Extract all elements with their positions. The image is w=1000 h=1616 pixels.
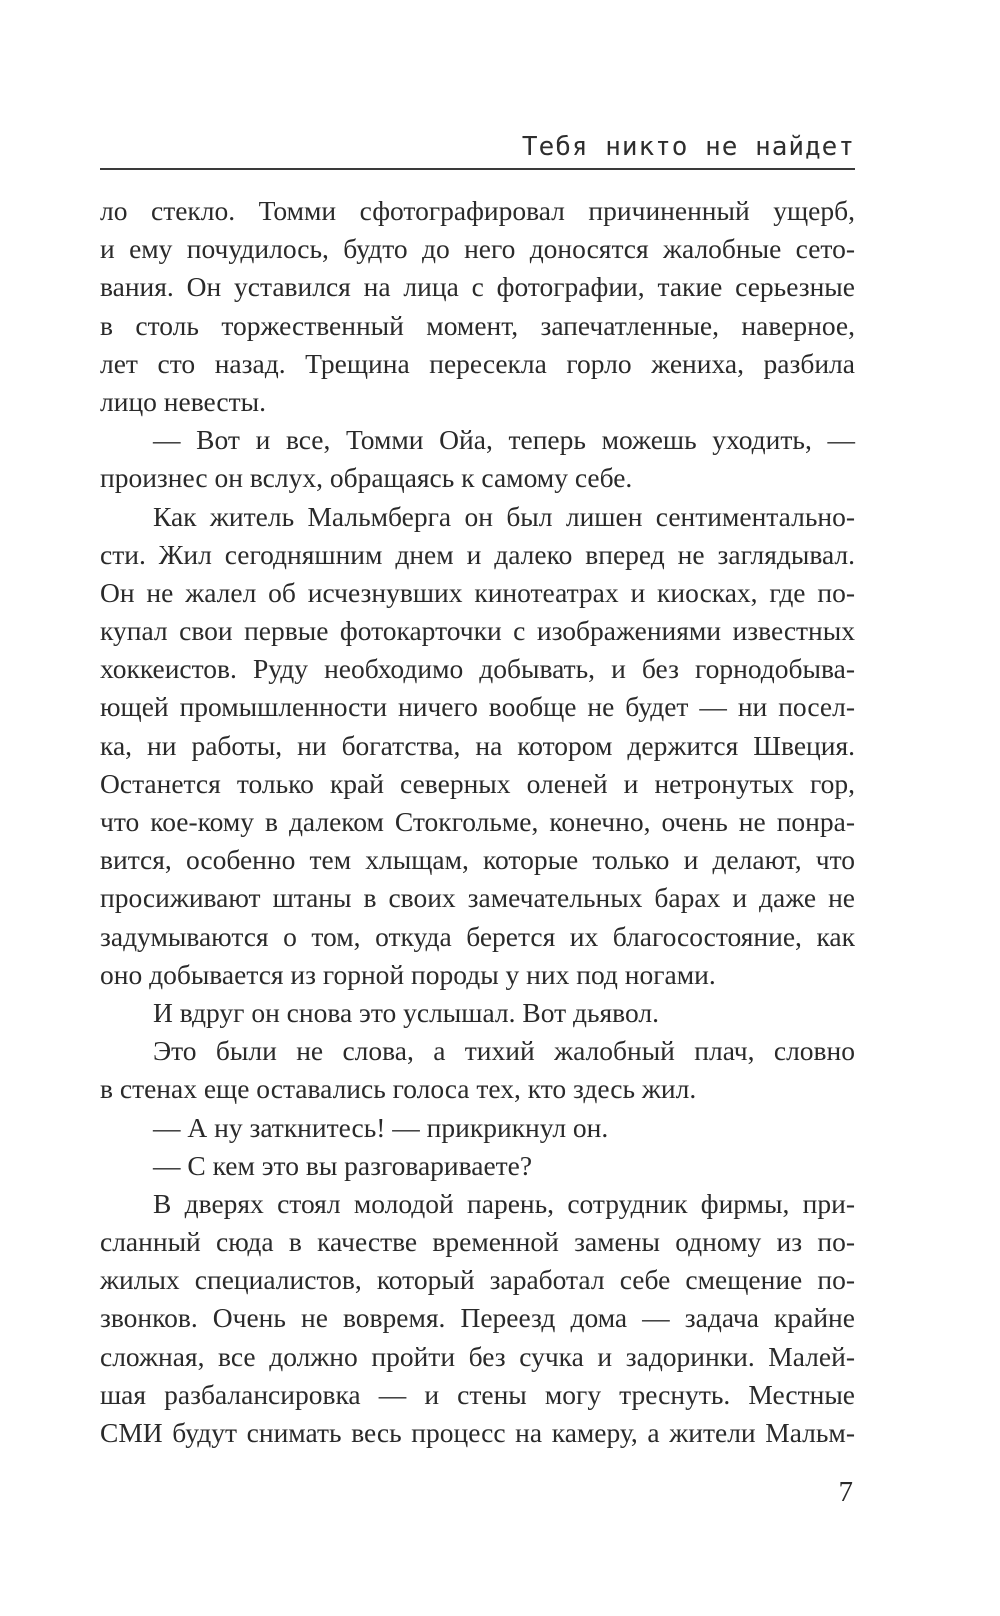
text-line: звонков. Очень не вовремя. Переезд дома — задача крайне [100, 1302, 855, 1334]
text-line: И вдруг он снова это услышал. Вот дьявол. [153, 996, 659, 1028]
text-line: лицо невесты. [100, 385, 266, 417]
text-line: Он не жалел об исчезнувших кинотеатрах и киосках, где по- [100, 576, 855, 608]
text-line: задумываются о том, откуда берется их благосостояние, как [100, 920, 855, 952]
text-line: вания. Он уставился на лица с фотографии, такие серьезные [100, 271, 855, 303]
text-line: Как житель Мальмберга он был лишен сентиментально- [153, 500, 855, 532]
text-line: и ему почудилось, будто до него доносятся жалобные сето- [100, 233, 855, 265]
text-line: жилых специалистов, который заработал себе смещение по- [100, 1264, 855, 1296]
running-title: Тебя никто не найдет [521, 132, 855, 162]
text-line: шая разбалансировка — и стены могу треснуть. Местные [100, 1378, 855, 1410]
text-line: — Вот и все, Томми Ойа, теперь можешь уходить, — [153, 424, 855, 456]
text-line: в стенах еще оставались голоса тех, кто здесь жил. [100, 1073, 697, 1105]
text-line: произнес он вслух, обращаясь к самому себе. [100, 462, 633, 494]
text-line: что кое-кому в далеком Стокгольме, конечно, очень не понра- [100, 806, 855, 837]
running-header [100, 128, 855, 170]
text-line: — С кем это вы разговариваете? [153, 1149, 533, 1181]
text-line: сланный сюда в качестве временной замены одному из по- [100, 1226, 855, 1258]
text-line: ло стекло. Томми сфотографировал причиненный ущерб, [100, 195, 855, 226]
text-line: просиживают штаны в своих замечательных барах и даже не [100, 882, 855, 914]
page-text [100, 192, 855, 1452]
page-number: 7 [838, 1476, 853, 1508]
text-line: в столь торжественный момент, запечатленные, наверное, [100, 309, 855, 341]
text-line: лет сто назад. Трещина пересекла горло жениха, разбила [100, 347, 855, 379]
text-line: Это были не слова, а тихий жалобный плач, словно [153, 1035, 855, 1067]
text-line: В дверях стоял молодой парень, сотрудник фирмы, при- [153, 1187, 855, 1219]
text-line: сти. Жил сегодняшним днем и далеко вперед не заглядывал. [100, 538, 855, 570]
text-line: сложная, все должно пройти без сучка и задоринки. Малей- [100, 1340, 855, 1372]
text-line: ка, ни работы, ни богатства, на котором держится Швеция. [100, 729, 855, 761]
text-line: вится, особенно тем хлыщам, которые только и делают, что [100, 844, 855, 876]
text-line: ющей промышленности ничего вообще не будет — ни посел- [100, 691, 855, 723]
text-line: оно добывается из горной породы у них под ногами. [100, 958, 716, 990]
text-line: хоккеистов. Руду необходимо добывать, и без горнодобыва- [100, 653, 855, 685]
text-line: — А ну заткнитесь! — прикрикнул он. [153, 1111, 609, 1143]
text-line: купал свои первые фотокарточки с изображениями известных [100, 615, 855, 647]
text-line: СМИ будут снимать весь процесс на камеру, а жители Мальм- [100, 1417, 855, 1448]
text-line: Останется только край северных оленей и нетронутых гор, [100, 767, 855, 799]
